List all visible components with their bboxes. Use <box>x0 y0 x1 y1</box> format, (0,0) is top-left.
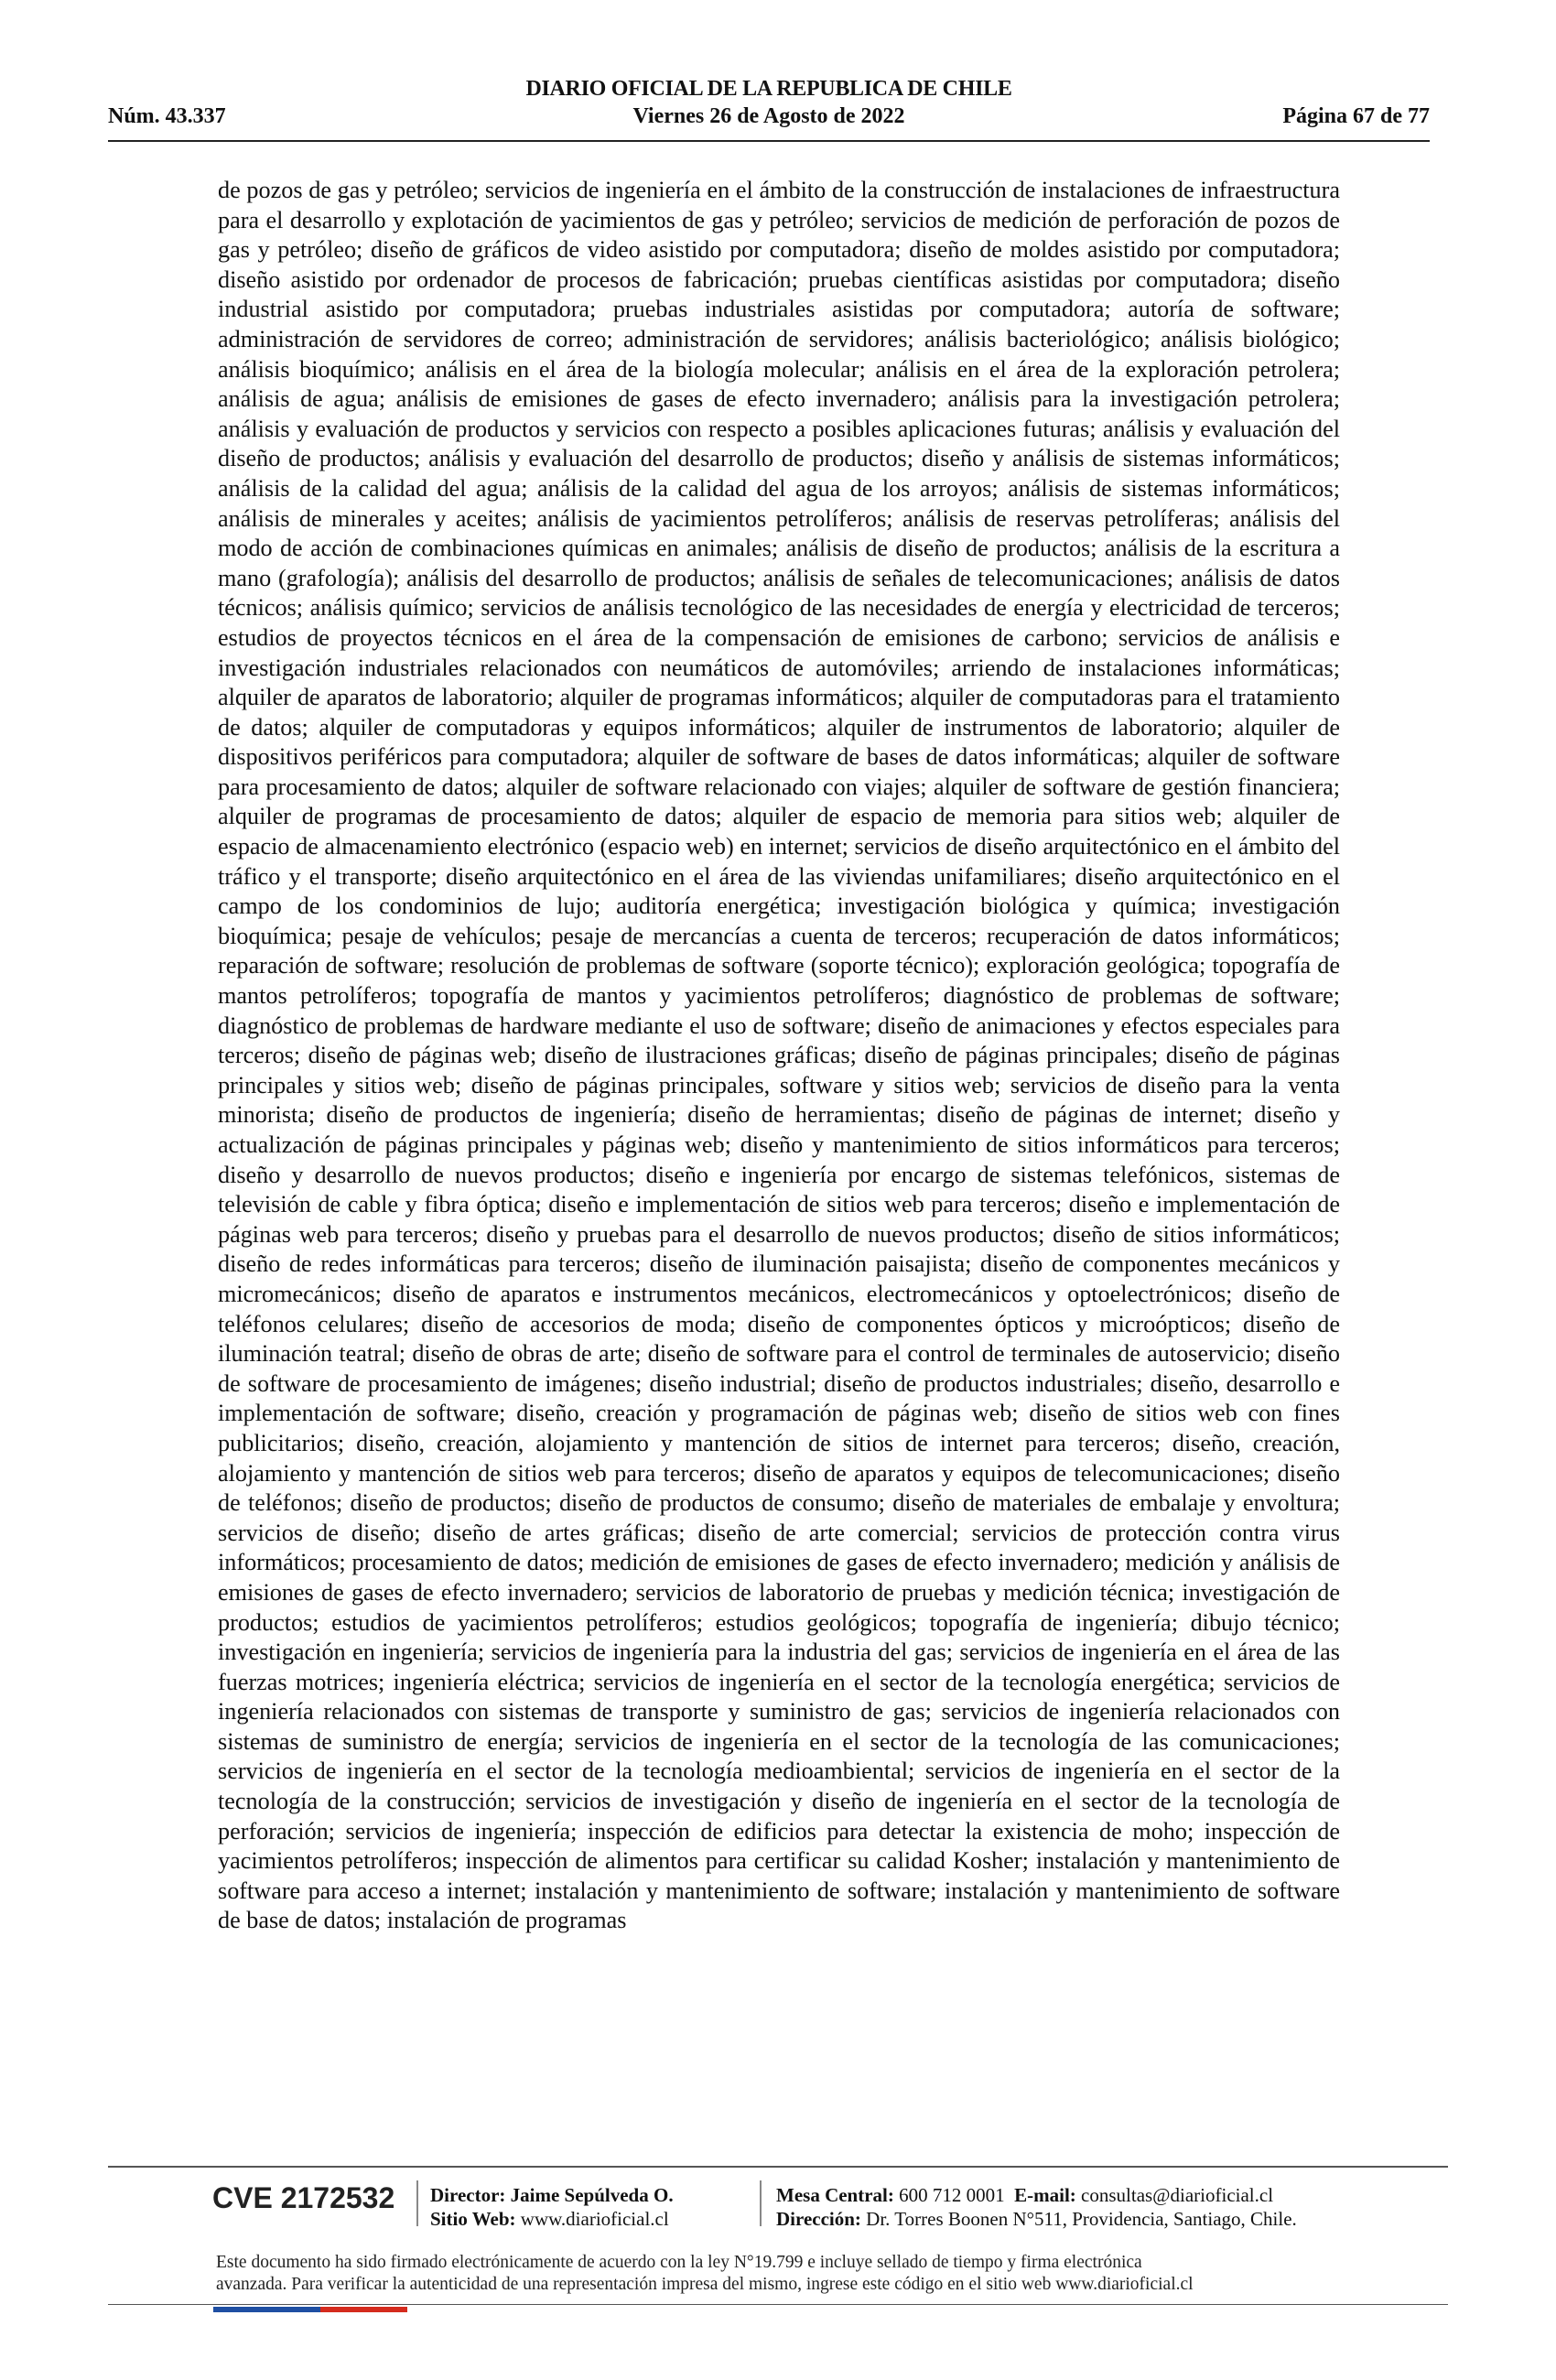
flag-red-segment <box>320 2307 407 2312</box>
signature-line: Este documento ha sido firmado electrónicamente de acuerdo con la ley N°19.799 e incluye sellado de tiempo y firma electrónica <box>216 2253 1142 2272</box>
site-label: Sitio Web: <box>430 2208 516 2230</box>
address-value: Dr. Torres Boonen N°511, Providencia, Santiago, Chile. <box>866 2208 1297 2230</box>
issue-number: Núm. 43.337 <box>108 104 226 128</box>
director-label: Director: <box>430 2184 506 2206</box>
site-link[interactable]: www.diarioficial.cl <box>520 2208 669 2230</box>
footer-divider <box>108 2166 1448 2168</box>
cve-code: CVE 2172532 <box>212 2181 395 2214</box>
footer-separator <box>760 2180 762 2226</box>
header-divider <box>108 140 1430 142</box>
issue-date: Viernes 26 de Agosto de 2022 <box>632 104 905 128</box>
contact-block <box>776 2183 1297 2231</box>
email-label: E-mail: <box>1014 2184 1076 2206</box>
newspaper-title: DIARIO OFICIAL DE LA REPUBLICA DE CHILE <box>525 77 1012 101</box>
address-label: Dirección: <box>776 2208 861 2230</box>
footer-separator <box>416 2180 418 2226</box>
director-name: Jaime Sepúlveda O. <box>510 2184 674 2206</box>
email-link[interactable]: consultas@diarioficial.cl <box>1081 2184 1274 2206</box>
signature-line: avanzada. Para verificar la autenticidad de una representación impresa del mismo, ingrese este código en el sitio web www.diarioficial.cl <box>216 2275 1194 2294</box>
flag-blue-segment <box>213 2307 320 2312</box>
mesa-label: Mesa Central: <box>776 2184 894 2206</box>
page-number: Página 67 de 77 <box>1282 104 1430 128</box>
flag-stripe <box>213 2307 407 2312</box>
signature-notice <box>216 2252 1340 2296</box>
director-block <box>430 2183 674 2231</box>
body-paragraph: de pozos de gas y petróleo; servicios de ingeniería en el ámbito de la construcción de instalaciones de infraestructura para el desarrollo y explotación de yacimientos de gas y petróleo; servicios de medición de perforación de pozos de gas y petróleo; diseño de gráficos de video asistido por computadora; diseño de moldes asistido por computadora; diseño asistido por ordenador de procesos de fabricación; pruebas científicas asistidas por computadora; diseño industrial asistido por computadora; pruebas industriales asistidas por computadora; autoría de software; administración de servidores de correo; administración de servidores; análisis bacteriológico; análisis biológico; análisis bioquímico; análisis en el área de la biología molecular; análisis en el área de la exploración petrolera; análisis de agua; análisis de emisiones de gases de efecto invernadero; análisis para la investigación petrolera; análisis y evaluación de productos y servicios con respecto a posibles aplicaciones futuras; análisis y evaluación del diseño de productos; análisis y evaluación del desarrollo de productos; diseño y análisis de sistemas informáticos; análisis de la calidad del agua; análisis de la calidad del agua de los arroyos; análisis de sistemas informáticos; análisis de minerales y aceites; análisis de yacimientos petrolíferos; análisis de reservas petrolíferas; análisis del modo de acción de combinaciones químicas en animales; análisis de diseño de productos; análisis de la escritura a mano (grafología); análisis del desarrollo de productos; análisis de señales de telecomunicaciones; análisis de datos técnicos; análisis químico; servicios de análisis tecnológico de las necesidades de energía y electricidad de terceros; estudios de proyectos técnicos en el área de la compensación de emisiones de carbono; servicios de análisis e investigación industriales relacionados con neumáticos de automóviles; arriendo de instalaciones informáticas; alquiler de aparatos de laboratorio; alquiler de programas informáticos; alquiler de computadoras para el tratamiento de datos; alquiler de computadoras y equipos informáticos; alquiler de instrumentos de laboratorio; alquiler de dispositivos periféricos para computadora; alquiler de software de bases de datos informáticas; alquiler de software para procesamiento de datos; alquiler de software relacionado con viajes; alquiler de software de gestión financiera; alquiler de programas de procesamiento de datos; alquiler de espacio de memoria para sitios web; alquiler de espacio de almacenamiento electrónico (espacio web) en internet; servicios de diseño arquitectónico en el ámbito del tráfico y el transporte; diseño arquitectónico en el área de las viviendas unifamiliares; diseño arquitectónico en el campo de los condominios de lujo; auditoría energética; investigación biológica y química; investigación bioquímica; pesaje de vehículos; pesaje de mercancías a cuenta de terceros; recuperación de datos informáticos; reparación de software; resolución de problemas de software (soporte técnico); exploración geológica; topografía de mantos petrolíferos; topografía de mantos y yacimientos petrolíferos; diagnóstico de problemas de software; diagnóstico de problemas de hardware mediante el uso de software; diseño de animaciones y efectos especiales para terceros; diseño de páginas web; diseño de ilustraciones gráficas; diseño de páginas principales; diseño de páginas principales y sitios web; diseño de páginas principales, software y sitios web; servicios de diseño para la venta minorista; diseño de productos de ingeniería; diseño de herramientas; diseño de páginas de internet; diseño y actualización de páginas principales y páginas web; diseño y mantenimiento de sitios informáticos para terceros; diseño y desarrollo de nuevos productos; diseño e ingeniería por encargo de sistemas telefónicos, sistemas de televisión de cable y fibra óptica; diseño e implementación de sitios web para terceros; diseño e implementación de páginas web para terceros; diseño y pruebas para el desarrollo de nuevos productos; diseño de sitios informáticos; diseño de redes informáticas para terceros; diseño de iluminación paisajista; diseño de componentes mecánicos y micromecánicos; diseño de aparatos e instrumentos mecánicos, electromecánicos y optoelectrónicos; diseño de teléfonos celulares; diseño de accesorios de moda; diseño de componentes ópticos y microópticos; diseño de iluminación teatral; diseño de obras de arte; diseño de software para el control de terminales de autoservicio; diseño de software de procesamiento de imágenes; diseño industrial; diseño de productos industriales; diseño, desarrollo e implementación de software; diseño, creación y programación de páginas web; diseño de sitios web con fines publicitarios; diseño, creación, alojamiento y mantención de sitios de internet para terceros; diseño, creación, alojamiento y mantención de sitios web para terceros; diseño de aparatos y equipos de telecomunicaciones; diseño de teléfonos; diseño de productos; diseño de productos de consumo; diseño de materiales de embalaje y envoltura; servicios de diseño; diseño de artes gráficas; diseño de arte comercial; servicios de protección contra virus informáticos; procesamiento de datos; medición de emisiones de gases de efecto invernadero; medición y análisis de emisiones de gases de efecto invernadero; servicios de laboratorio de pruebas y medición técnica; investigación de productos; estudios de yacimientos petrolíferos; estudios geológicos; topografía de ingeniería; dibujo técnico; investigación en ingeniería; servicios de ingeniería para la industria del gas; servicios de ingeniería en el área de las fuerzas motrices; ingeniería eléctrica; servicios de ingeniería en el sector de la tecnología energética; servicios de ingeniería relacionados con sistemas de transporte y suministro de gas; servicios de ingeniería relacionados con sistemas de suministro de energía; servicios de ingeniería en el sector de la tecnología de las comunicaciones; servicios de ingeniería en el sector de la tecnología medioambiental; servicios de ingeniería en el sector de la tecnología de la construcción; servicios de investigación y diseño de ingeniería en el sector de la tecnología de perforación; servicios de ingeniería; inspección de edificios para detectar la existencia de moho; inspección de yacimientos petrolíferos; inspección de alimentos para certificar su calidad Kosher; instalación y mantenimiento de software para acceso a internet; instalación y mantenimiento de software; instalación y mantenimiento de software de base de datos; instalación de programas <box>218 177 1340 1934</box>
bottom-divider <box>108 2304 1448 2305</box>
page-header <box>108 77 1430 134</box>
mesa-phone: 600 712 0001 <box>899 2184 1005 2206</box>
